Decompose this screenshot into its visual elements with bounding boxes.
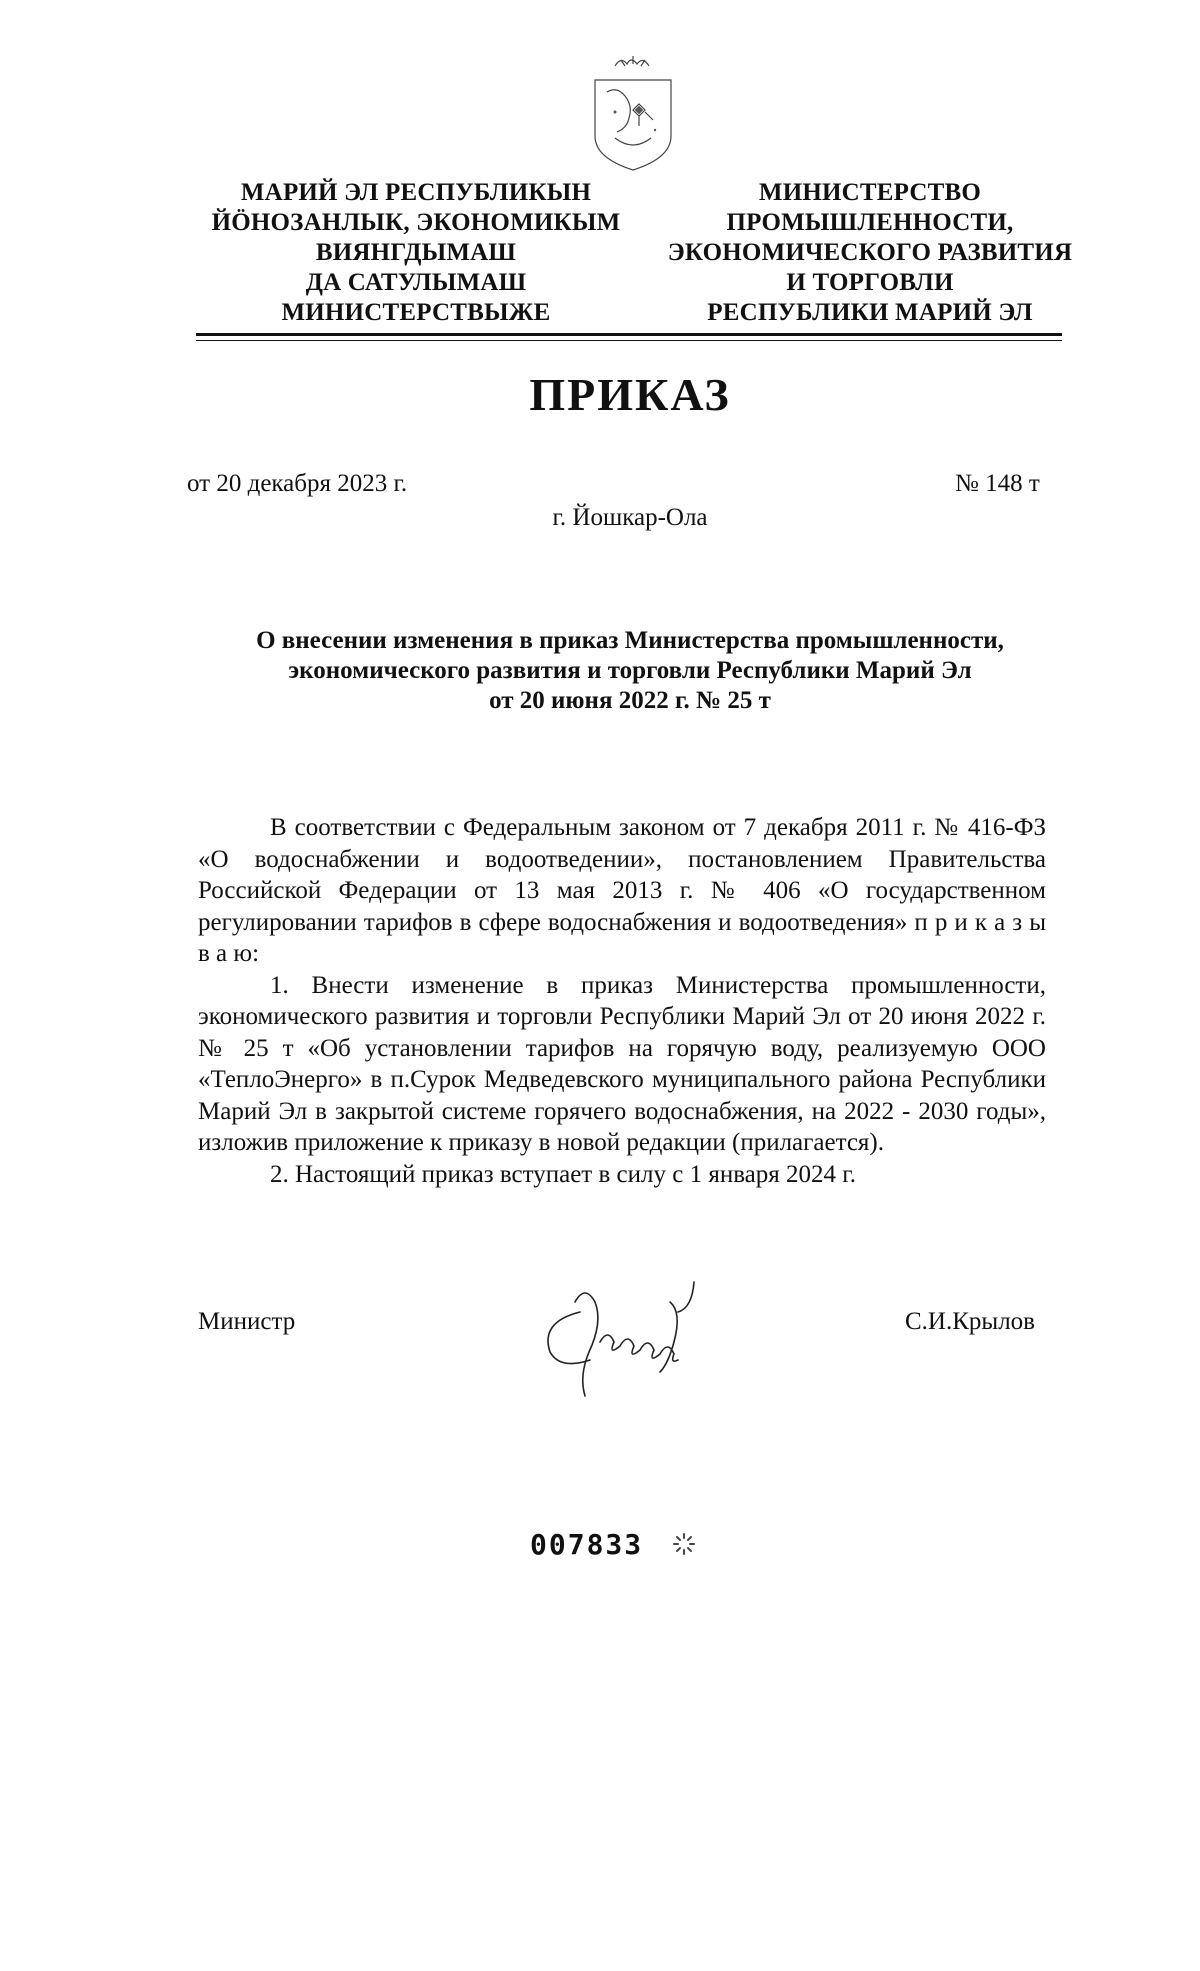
document-subject (160, 626, 1100, 716)
header-left-line: ВИЯНГДЫМАШ (315, 239, 517, 266)
ministry-header-russian (650, 178, 1090, 328)
document-city: г. Йошкар-Ола (552, 504, 708, 531)
header-divider (196, 333, 1062, 336)
subject-line: О внесении изменения в приказ Министерства промышленности, (256, 627, 1004, 654)
serial-number: 007833 (530, 1528, 644, 1561)
document-number: № 148 т (955, 470, 1040, 497)
coat-of-arms-icon (585, 52, 681, 176)
header-left-line: МАРИЙ ЭЛ РЕСПУБЛИКЫН (240, 179, 592, 206)
header-divider-thin (196, 340, 1062, 341)
body-paragraph: 1. Внести изменение в приказ Министерства промышленности, экономического развития и торговли Республики Марий Эл от 20 июня 2022 г. № 25 т «Об установлении тарифов на горячую воду, реализуемую ООО «ТеплоЭнерго» в п.Сурок Медведевского муниципального района Республики Марий Эл в закрытой системе горячего водоснабжения, на 2022 - 2030 годы», изложив приложение к приказу в новой редакции (прилагается). (198, 971, 1046, 1156)
document-type-title: ПРИКАЗ (529, 369, 731, 420)
subject-line: экономического развития и торговли Республики Марий Эл (288, 657, 972, 684)
header-right-line: ЭКОНОМИЧЕСКОГО РАЗВИТИЯ (667, 239, 1073, 266)
document-date: от 20 декабря 2023 г. (187, 470, 408, 497)
handwritten-signature (520, 1272, 740, 1412)
header-left-line: ЙӦНОЗАНЛЫК, ЭКОНОМИКЫМ (211, 209, 621, 236)
header-right-line: МИНИСТЕРСТВО (758, 179, 982, 206)
subject-line: от 20 июня 2022 г. № 25 т (489, 687, 771, 714)
body-paragraph: В соответствии с Федеральным законом от 7 декабря 2011 г. № 416-ФЗ «О водоснабжении и водоотведении», постановлением Правительства Российской Федерации от 13 мая 2013 г. № 406 «О государственном регулировании тарифов в сфере водоснабжения и водоотведения» п р и к а з ы в а ю: (198, 814, 1046, 967)
header-right-line: РЕСПУБЛИКИ МАРИЙ ЭЛ (707, 299, 1033, 326)
header-right-line: И ТОРГОВЛИ (786, 269, 954, 296)
document-body (198, 812, 1046, 1190)
header-right-line: ПРОМЫШЛЕННОСТИ, (726, 209, 1014, 236)
header-left-line: МИНИСТЕРСТВЫЖЕ (281, 299, 551, 326)
ministry-header-mari (196, 178, 636, 328)
body-paragraph: 2. Настоящий приказ вступает в силу с 1 января 2024 г. (270, 1160, 856, 1188)
asterisk-mark-icon (670, 1530, 698, 1558)
header-left-line: ДА САТУЛЫМАШ (305, 269, 527, 296)
signer-name: С.И.Крылов (905, 1308, 1035, 1335)
signer-title: Министр (198, 1308, 296, 1335)
